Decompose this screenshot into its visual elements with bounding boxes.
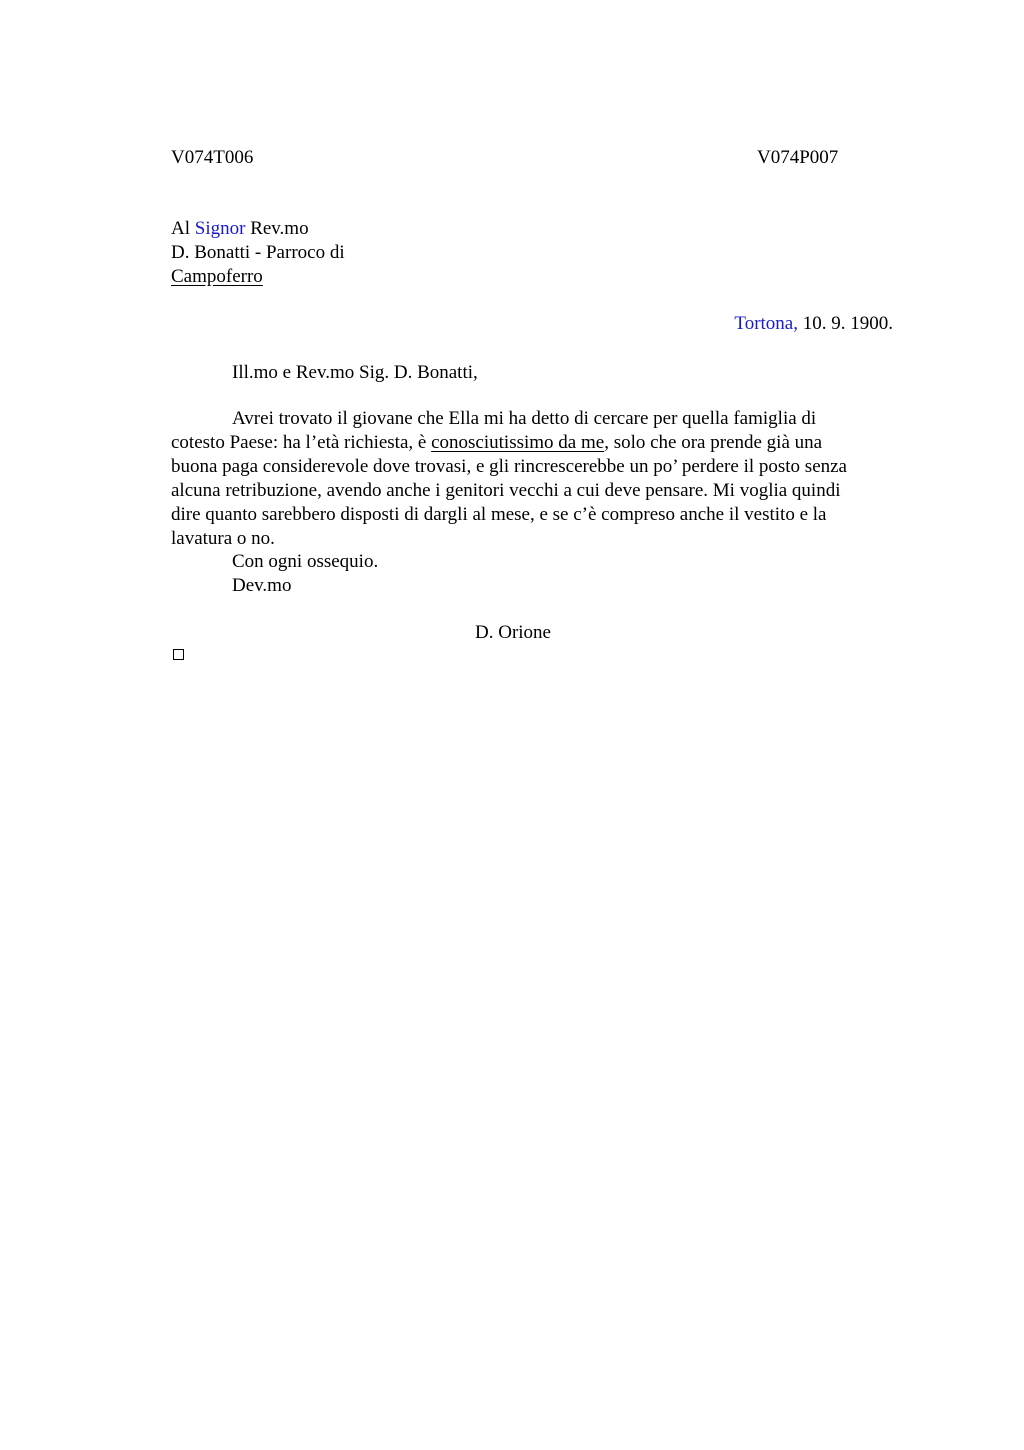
body-line-1: Avrei trovato il giovane che Ella mi ha detto di cercare per quella famiglia di: [232, 408, 817, 429]
body-line-2-after: , solo che ora prende già una: [604, 432, 823, 453]
body-line-3: buona paga considerevole dove trovasi, e gli rincrescerebbe un po’ perdere il posto senza: [171, 456, 847, 477]
address-line-3: Campoferro: [171, 266, 263, 287]
document-code-right: V074P007: [757, 147, 839, 168]
checkbox-square-icon: [173, 649, 184, 660]
body-line-5: dire quanto sarebbero disposti di dargli al mese, e se c’è compreso anche il vestito e la: [171, 504, 827, 525]
address-line-1: [171, 217, 309, 241]
address-line-2: D. Bonatti - Parroco di: [171, 242, 345, 263]
body-line-6: lavatura o no.: [171, 528, 275, 549]
body-line-2-before: cotesto Paese: ha l’età richiesta, è: [171, 432, 427, 453]
signature: D. Orione: [475, 622, 551, 643]
signor-link[interactable]: Signor: [194, 218, 246, 239]
address-prefix: Al: [171, 218, 190, 239]
salutation: Ill.mo e Rev.mo Sig. D. Bonatti,: [232, 362, 478, 383]
body-line-2: [171, 431, 822, 455]
date-text: 10. 9. 1900.: [802, 313, 893, 334]
dateline: [734, 312, 893, 336]
place-link[interactable]: Tortona,: [734, 313, 798, 334]
body-line-4: alcuna retribuzione, avendo anche i genitori vecchi a cui deve pensare. Mi voglia quindi: [171, 480, 841, 501]
closing-line-1: Con ogni ossequio.: [232, 551, 379, 572]
body-underlined-phrase: conosciutissimo da me: [431, 432, 605, 453]
document-code-left: V074T006: [171, 147, 254, 168]
address-suffix: Rev.mo: [250, 218, 309, 239]
closing-line-2: Dev.mo: [232, 575, 292, 596]
